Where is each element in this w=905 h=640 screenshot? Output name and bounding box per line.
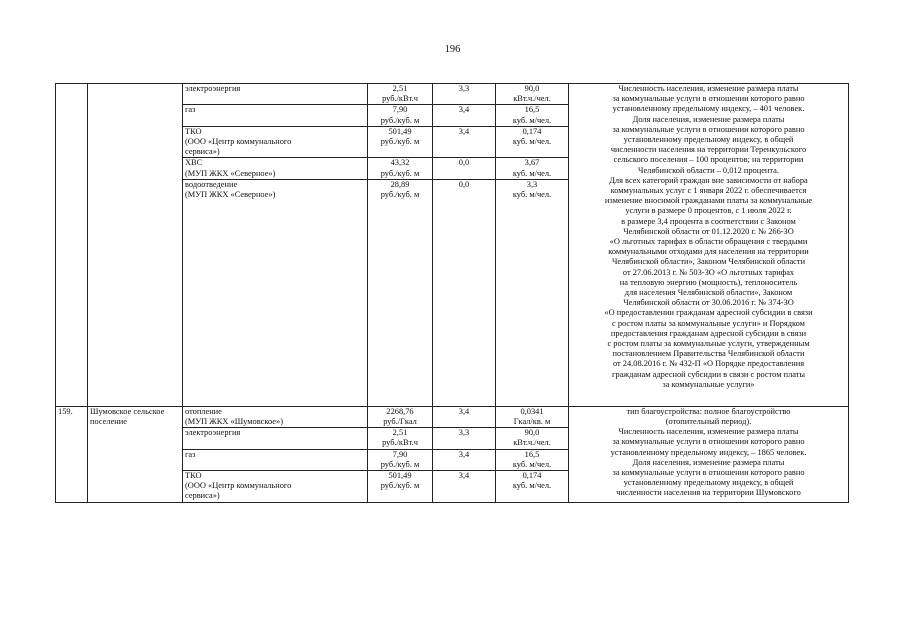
tariff-value: 7,90 — [392, 449, 408, 459]
note-line: за коммунальные услуги в отношении которого равно — [612, 437, 805, 447]
note-line: численности населения на территории Теренкульского — [610, 145, 807, 155]
note-line: установленному предельному индексу, – 401 человек. — [612, 104, 805, 114]
tariff-cell — [368, 406, 433, 427]
note-line: Численность населения, изменение размера платы — [618, 84, 799, 93]
tariff-cell — [368, 105, 433, 126]
volume-cell — [496, 449, 569, 470]
row-number-cell — [56, 84, 88, 407]
tariff-value: руб./куб. м — [380, 137, 420, 147]
index-value: 3,4 — [458, 406, 470, 416]
consumption-value: 0,0341 — [520, 406, 544, 416]
service-cell — [183, 84, 368, 105]
consumption-value: 16,5 — [524, 449, 540, 459]
note-line: Численность населения, изменение размера платы — [618, 427, 799, 437]
note-line: постановлением Правительства Челябинской области — [612, 349, 805, 359]
service-name: отопление — [185, 406, 222, 416]
index-cell — [433, 105, 496, 126]
service-name: водоотведение — [185, 179, 238, 189]
index-value: 3,4 — [458, 471, 470, 481]
consumption-value: Гкал/кв. м — [513, 417, 551, 427]
note-line: установленному предельному индексу, в общей — [623, 135, 794, 145]
consumption-value: куб. м/чел. — [512, 190, 552, 200]
note-line: «О предоставлении гражданам адресной субсидии в связи — [604, 308, 813, 318]
note-cell — [569, 406, 849, 502]
service-name: (ООО «Центр коммунального — [185, 481, 292, 491]
service-name: электроэнергия — [185, 84, 241, 93]
tariff-cell — [368, 471, 433, 503]
tariff-cell — [368, 84, 433, 105]
tariff-cell — [368, 158, 433, 179]
note-line: коммунальных услуг с 1 января 2022 г. обеспечивается — [610, 186, 807, 196]
tariff-cell — [368, 179, 433, 406]
tariff-value: 2268,76 — [386, 406, 414, 416]
table-row — [56, 406, 849, 427]
index-cell — [433, 428, 496, 449]
note-line: численности населения на территории Шумовского — [616, 488, 801, 498]
service-name: электроэнергия — [185, 428, 241, 438]
tariff-value: руб./куб. м — [380, 481, 420, 491]
consumption-value: 0,174 — [522, 471, 542, 481]
tariff-cell — [368, 428, 433, 449]
note-line: Челябинской области от 30.06.2016 г. № 374-ЗО — [623, 298, 794, 308]
index-cell — [433, 406, 496, 427]
consumption-value: кВт.ч./чел. — [513, 438, 551, 448]
service-cell — [183, 126, 368, 158]
note-line: с ростом платы за коммунальные услуги» и Порядком — [612, 318, 805, 328]
service-name: газ — [185, 449, 196, 459]
tariff-value: 2,51 — [392, 84, 408, 93]
note-line: коммунальными отходами для населения на территории — [608, 247, 809, 257]
service-cell — [183, 179, 368, 406]
index-value: 3,4 — [458, 105, 470, 115]
consumption-value: куб. м/чел. — [512, 137, 552, 147]
note-line: для населения Челябинской области», Законом — [624, 288, 793, 298]
service-name: сервиса») — [185, 147, 220, 157]
service-name: (МУП ЖКХ «Северное») — [185, 168, 276, 178]
tariff-cell — [368, 126, 433, 158]
note-line: за коммунальные услуги в отношении которого равно — [612, 94, 805, 104]
note-line: Челябинской области от 01.12.2020 г. № 266-ЗО — [623, 226, 794, 236]
service-name: (ООО «Центр коммунального — [185, 137, 292, 147]
tariff-value: руб./куб. м — [380, 115, 420, 125]
settlement-name: Шумовское сельское — [90, 406, 165, 416]
volume-cell — [496, 158, 569, 179]
consumption-value: 3,67 — [524, 158, 540, 168]
index-cell — [433, 126, 496, 158]
tariff-value: руб./куб. м — [380, 168, 420, 178]
service-name: ТКО — [185, 126, 202, 136]
tariff-value: 501,49 — [388, 126, 412, 136]
service-cell — [183, 428, 368, 449]
note-line: от 24.08.2016 г. № 432-П «О Порядке предоставления — [612, 359, 805, 369]
index-cell — [433, 158, 496, 179]
settlement-cell — [88, 84, 183, 407]
consumption-value: куб. м/чел. — [512, 115, 552, 125]
row-number-cell — [56, 406, 88, 502]
consumption-value: кВт.ч./чел. — [513, 94, 551, 104]
service-name: сервиса») — [185, 491, 220, 501]
row-number: 159. — [58, 406, 73, 416]
table-row — [56, 84, 849, 105]
tariff-table — [55, 83, 849, 503]
tariff-value: 501,49 — [388, 471, 412, 481]
consumption-value: куб. м/чел. — [512, 459, 552, 469]
index-value: 0,0 — [458, 158, 470, 168]
note-line: Челябинской области», Законом Челябинской области — [611, 257, 806, 267]
tariff-value: 2,51 — [392, 428, 408, 438]
note-line: (отопительный период). — [665, 417, 752, 427]
service-cell — [183, 471, 368, 503]
service-cell — [183, 105, 368, 126]
consumption-value: 3,3 — [526, 179, 538, 189]
note-line: Челябинской области – 0,012 процента. — [638, 165, 779, 175]
tariff-value: 43,32 — [390, 158, 410, 168]
note-line: изменение вносимой гражданами платы за коммунальные — [604, 196, 813, 206]
service-name: газ — [185, 105, 196, 115]
note-line: от 27.06.2013 г. № 503-ЗО «О льготных тарифах — [622, 267, 795, 277]
index-cell — [433, 84, 496, 105]
tariff-value: руб./куб. м — [380, 190, 420, 200]
note-line: за коммунальные услуги в отношении которого равно — [612, 468, 805, 478]
service-cell — [183, 158, 368, 179]
index-cell — [433, 449, 496, 470]
volume-cell — [496, 84, 569, 105]
settlement-cell — [88, 406, 183, 502]
service-name: (МУП ЖКХ «Шумовское») — [185, 417, 283, 427]
note-line: установленному предельному индексу, – 1865 человек. — [610, 447, 807, 457]
note-line: в размере 3,4 процента в соответствии с Законом — [621, 216, 796, 226]
note-line: сельского поселения – 100 процентов; на территории — [613, 155, 804, 165]
note-line: предоставления гражданам адресной субсидии в связи — [610, 328, 807, 338]
page-number: 196 — [444, 44, 461, 55]
tariff-value: руб./куб. м — [380, 459, 420, 469]
consumption-value: 16,5 — [524, 105, 540, 115]
service-name: ТКО — [185, 471, 202, 481]
tariff-value: руб./кВт.ч — [382, 94, 418, 104]
consumption-value: 90,0 — [524, 428, 540, 438]
note-cell — [569, 84, 849, 407]
volume-cell — [496, 126, 569, 158]
service-cell — [183, 406, 368, 427]
index-cell — [433, 179, 496, 406]
index-value: 3,3 — [458, 428, 470, 438]
note-line: за коммунальные услуги» — [662, 379, 755, 389]
service-name: (МУП ЖКХ «Северное») — [185, 190, 276, 200]
note-line: Для всех категорий граждан вне зависимости от набора — [609, 175, 808, 185]
index-cell — [433, 471, 496, 503]
note-line: «О льготных тарифах в области обращения с твердыми — [609, 237, 808, 247]
index-value: 0,0 — [458, 179, 470, 189]
note-line: Доля населения, изменение размера платы — [632, 114, 785, 124]
note-line: тип благоустройства: полное благоустройство — [626, 406, 791, 416]
consumption-value: куб. м/чел. — [512, 168, 552, 178]
service-name: ХВС — [185, 158, 203, 168]
volume-cell — [496, 428, 569, 449]
note-line: за коммунальные услуги в отношении которого равно — [612, 124, 805, 134]
note-line: услуги в размере 0 процентов, с 1 июля 2022 г. — [625, 206, 792, 216]
note-line: гражданам адресной субсидии в связи с ростом платы — [611, 369, 806, 379]
tariff-value: руб./кВт.ч — [382, 438, 418, 448]
note-line: Доля населения, изменение размера платы — [632, 457, 785, 467]
tariff-value: 28,89 — [390, 179, 410, 189]
note-line: с ростом платы за коммунальные услуги, утвержденным — [607, 339, 810, 349]
index-value: 3,4 — [458, 449, 470, 459]
tariff-cell — [368, 449, 433, 470]
volume-cell — [496, 471, 569, 503]
tariff-value: 7,90 — [392, 105, 408, 115]
note-line: установленному предельному индексу, в общей — [623, 478, 794, 488]
volume-cell — [496, 179, 569, 406]
consumption-value: 0,174 — [522, 126, 542, 136]
tariff-value: руб./Гкал — [383, 417, 417, 427]
index-value: 3,3 — [458, 84, 470, 93]
settlement-name: поселение — [90, 417, 127, 427]
consumption-value: 90,0 — [524, 84, 540, 93]
consumption-value: куб. м/чел. — [512, 481, 552, 491]
volume-cell — [496, 406, 569, 427]
index-value: 3,4 — [458, 126, 470, 136]
service-cell — [183, 449, 368, 470]
volume-cell — [496, 105, 569, 126]
note-line: на тепловую энергию (мощность), теплоноситель — [619, 277, 798, 287]
